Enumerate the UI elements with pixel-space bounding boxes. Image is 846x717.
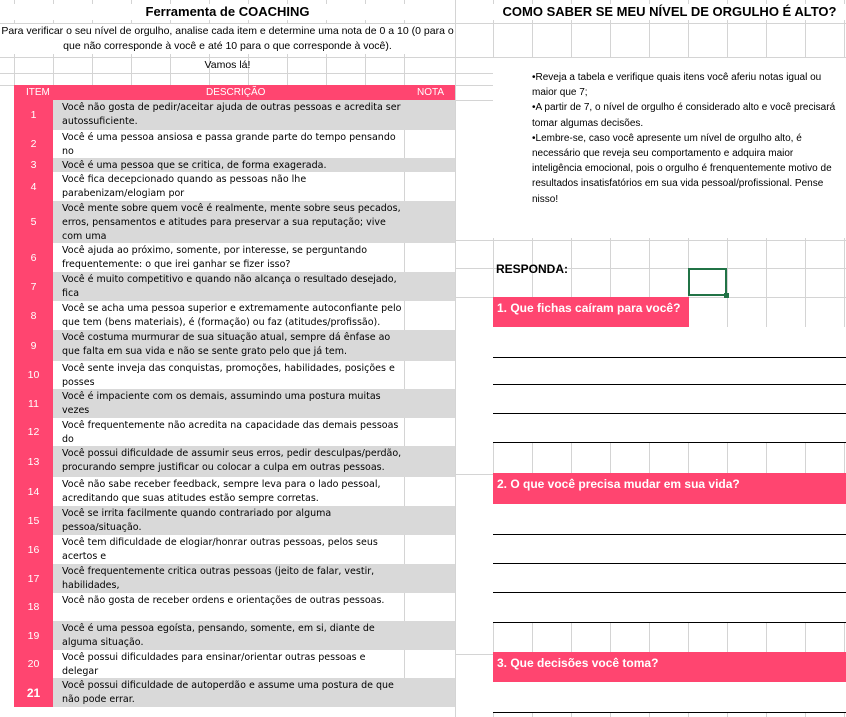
table-row: [14, 100, 455, 130]
table-row: [14, 158, 455, 172]
item-number: 15: [14, 506, 53, 535]
table-row: [14, 678, 455, 707]
answer-line: [493, 534, 846, 535]
item-number: 12: [14, 418, 53, 446]
item-number: 18: [14, 593, 53, 621]
answer-area-1[interactable]: [493, 327, 846, 443]
item-description-cell[interactable]: [53, 130, 455, 158]
nota-cell[interactable]: [404, 130, 455, 158]
item-description-cell[interactable]: [53, 418, 455, 446]
table-row: [14, 621, 455, 650]
header-descricao: DESCRIÇÃO: [206, 87, 266, 98]
table-row: [14, 389, 455, 418]
item-number: 14: [14, 477, 53, 506]
item-description: Você é muito competitivo e quando não alcança o resultado desejado, fica: [62, 274, 397, 299]
table-row: [14, 564, 455, 593]
table-row: [14, 301, 455, 330]
item-description: Você possui dificuldade de assumir seus erros, pedir desculpas/perdão, procurando sempre justificar ou colocar a culpa em outras pessoas.: [62, 448, 402, 473]
item-description: Você frequentemente não acredita na capacidade das demais pessoas do: [62, 420, 399, 445]
item-description: Você costuma murmurar de sua situação atual, sempre dá ênfase ao que falta em sua vida e não se sente grato pelo que já tem.: [62, 332, 391, 357]
left-title: Ferramenta de COACHING: [0, 4, 455, 20]
item-description-cell[interactable]: [53, 506, 455, 535]
item-description-cell[interactable]: [53, 564, 455, 593]
item-description-cell[interactable]: [53, 621, 455, 650]
item-description: Você mente sobre quem você é realmente, mente sobre seus pecados, erros, pensamentos e atitudes para preservar a sua reputação; vive com uma: [62, 203, 401, 242]
item-description: Você é uma pessoa que se critica, de forma exagerada.: [62, 160, 327, 171]
table-row: [14, 243, 455, 272]
table-row: [14, 130, 455, 158]
answer-line: [493, 442, 846, 443]
tips-list: [532, 70, 842, 207]
item-number: 1: [14, 100, 53, 130]
tip-item: •A partir de 7, o nível de orgulho é considerado alto e você precisará tomar algumas decisões.: [532, 102, 836, 129]
item-description-cell[interactable]: [53, 301, 455, 330]
nota-cell[interactable]: [405, 678, 455, 707]
item-description-cell[interactable]: [53, 650, 455, 678]
item-description-cell[interactable]: [53, 172, 455, 201]
tip-item: •Reveja a tabela e verifique quais itens você aferiu notas igual ou maior que 7;: [532, 72, 822, 99]
item-description-cell[interactable]: [53, 201, 455, 243]
table-row: [14, 330, 455, 361]
header-nota: NOTA: [417, 87, 445, 98]
nota-cell[interactable]: [405, 621, 455, 650]
intro-text: Para verificar o seu nível de orgulho, analise cada item e determine uma nota de 0 a 10 (0 para o que não corresponde à você e até 10 para o que corresponde à você).: [1, 25, 454, 52]
item-number: 4: [14, 172, 53, 201]
nota-cell[interactable]: [404, 535, 455, 564]
item-number: 2: [14, 130, 53, 158]
item-description-cell[interactable]: [53, 678, 455, 707]
item-description: Você se irrita facilmente quando contrariado por alguma pessoa/situação.: [62, 508, 332, 533]
nota-cell[interactable]: [405, 201, 455, 243]
nota-cell[interactable]: [405, 564, 455, 593]
answer-line: [493, 592, 846, 593]
answer-line: [493, 384, 846, 385]
item-description: Você se acha uma pessoa superior e extremamente autoconfiante pelo que tem (bens materiais), é (formação) ou faz (atitudes/profissão).: [62, 303, 402, 328]
item-description: Você é uma pessoa egoísta, pensando, somente, em si, diante de alguma situação.: [62, 623, 375, 648]
item-description: Você ajuda ao próximo, somente, por interesse, se perguntando frequentemente: o que irei ganhar se fizer isso?: [62, 245, 368, 270]
table-row: [14, 418, 455, 446]
table-row: [14, 201, 455, 243]
item-number: 10: [14, 361, 53, 389]
nota-cell[interactable]: [404, 243, 455, 272]
right-title: COMO SABER SE MEU NÍVEL DE ORGULHO É ALTO?: [493, 4, 846, 20]
question-1: 1. Que fichas caíram para você?: [493, 297, 689, 327]
answer-area-3[interactable]: [493, 682, 846, 712]
table-row: [14, 446, 455, 477]
item-number: 3: [14, 158, 53, 172]
nota-cell[interactable]: [404, 418, 455, 446]
item-number: 21: [14, 678, 53, 707]
item-description-cell[interactable]: [53, 593, 455, 621]
item-description-cell[interactable]: [53, 330, 455, 361]
item-number: 7: [14, 272, 53, 301]
item-number: 8: [14, 301, 53, 330]
table-row: [14, 272, 455, 301]
nota-cell[interactable]: [404, 172, 455, 201]
nota-cell[interactable]: [404, 361, 455, 389]
item-number: 6: [14, 243, 53, 272]
item-number: 16: [14, 535, 53, 564]
nota-cell[interactable]: [404, 477, 455, 506]
nota-cell[interactable]: [405, 446, 455, 477]
tip-item: •Lembre-se, caso você apresente um nível de orgulho alto, é necessário que reveja seu comportamento e adquira maior inteligência emocional, pois o orgulho é frenquentemente motivo de resultados insatisfatórios em sua vida pessoal/profissional. Pense nisso!: [532, 132, 832, 205]
answer-line: [493, 712, 846, 713]
table-row: [14, 535, 455, 564]
selected-cell[interactable]: [688, 268, 727, 296]
item-number: 19: [14, 621, 53, 650]
responda-label: RESPONDA:: [496, 262, 569, 276]
item-description-cell[interactable]: [53, 477, 455, 506]
nota-cell[interactable]: [405, 389, 455, 418]
item-number: 11: [14, 389, 53, 418]
fill-handle[interactable]: [724, 293, 729, 298]
item-number: 17: [14, 564, 53, 593]
item-description: Você fica decepcionado quando as pessoas não lhe parabenizam/elogiam por: [62, 174, 307, 199]
item-description-cell[interactable]: [53, 100, 455, 130]
item-number: 5: [14, 201, 53, 243]
item-description: Você tem dificuldade de elogiar/honrar outras pessoas, pelos seus acertos e: [62, 537, 378, 562]
answer-line: [493, 413, 846, 414]
item-number: 9: [14, 330, 53, 361]
item-description-cell[interactable]: [53, 361, 455, 389]
item-number: 13: [14, 446, 53, 477]
answer-line: [493, 563, 846, 564]
header-item: ITEM: [26, 87, 50, 98]
question-3: 3. Que decisões você toma?: [493, 652, 846, 682]
item-description: Você é uma pessoa ansiosa e passa grande parte do tempo pensando no: [62, 132, 396, 157]
nota-cell[interactable]: [404, 593, 455, 621]
table-row: [14, 477, 455, 506]
item-description: Você não gosta de pedir/aceitar ajuda de outras pessoas e acredita ser autossuficiente.: [62, 102, 401, 127]
nota-cell[interactable]: [405, 330, 455, 361]
nota-cell[interactable]: [404, 301, 455, 330]
item-description: Você possui dificuldades para ensinar/orientar outras pessoas e delegar: [62, 652, 366, 677]
table-row: [14, 361, 455, 389]
item-description: Você sente inveja das conquistas, promoções, habilidades, posições e posses: [62, 363, 395, 388]
vamos-text: Vamos lá!: [204, 59, 251, 71]
table-row: [14, 172, 455, 201]
item-description: Você é impaciente com os demais, assumindo uma postura muitas vezes: [62, 391, 381, 416]
nota-cell[interactable]: [405, 506, 455, 535]
table-row: [14, 593, 455, 621]
table-row: [14, 506, 455, 535]
item-description-cell[interactable]: [53, 158, 455, 172]
item-description: Você frequentemente critica outras pessoas (jeito de falar, vestir, habilidades,: [62, 566, 375, 591]
item-description-cell[interactable]: [53, 243, 455, 272]
answer-line: [493, 357, 846, 358]
nota-cell[interactable]: [405, 100, 455, 130]
question-2: 2. O que você precisa mudar em sua vida?: [493, 473, 846, 504]
item-description-cell[interactable]: [53, 535, 455, 564]
item-description-cell[interactable]: [53, 446, 455, 477]
table-header: [14, 85, 455, 100]
item-description: Você não sabe receber feedback, sempre leva para o lado pessoal, acreditando que suas atitudes estão sempre corretas.: [62, 479, 381, 504]
nota-cell[interactable]: [405, 272, 455, 301]
item-description-cell[interactable]: [53, 272, 455, 301]
item-number: 20: [14, 650, 53, 678]
answer-line: [493, 622, 846, 623]
item-description: Você possui dificuldade de autoperdão e assume uma postura de que não pode errar.: [62, 680, 394, 705]
nota-cell[interactable]: [405, 158, 455, 172]
item-description: Você não gosta de receber ordens e orientações de outras pessoas.: [62, 595, 385, 606]
table-row: [14, 650, 455, 678]
item-description-cell[interactable]: [53, 389, 455, 418]
nota-cell[interactable]: [404, 650, 455, 678]
